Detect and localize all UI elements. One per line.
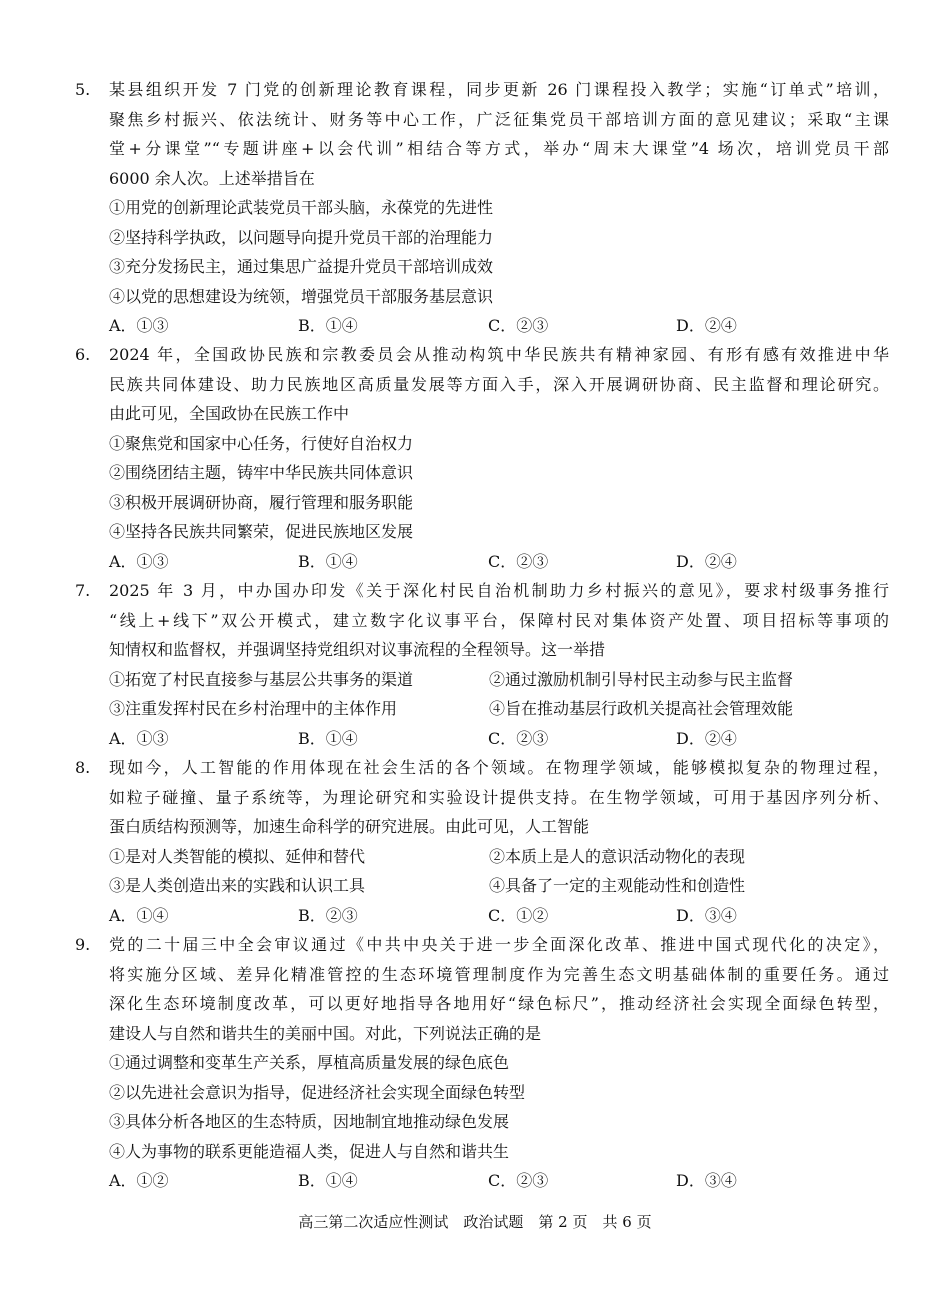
stem-line: 堂+分课堂”“专题讲座+以会代训”相结合等方式，举办“周末大课堂”4 场次，培训党员干部 xyxy=(109,139,889,158)
question-number: 8. xyxy=(75,758,91,777)
question-stem xyxy=(109,753,889,842)
choice-c: C．②③ xyxy=(488,551,549,571)
option-statement: ①聚焦党和国家中心任务，行使好自治权力 xyxy=(109,433,414,453)
choice-a: A．①③ xyxy=(109,316,169,335)
page-footer: 高三第二次适应性测试 政治试题 第 2 页 共 6 页 xyxy=(298,1213,652,1231)
stem-line: 蛋白质结构预测等，加速生命科学的研究进展。由此可见，人工智能 xyxy=(109,817,590,836)
choice-b: B．①④ xyxy=(298,1171,358,1190)
choice-d: D．②④ xyxy=(676,728,737,748)
option-statement: ③是人类创造出来的实践和认识工具 xyxy=(109,876,366,895)
option-row xyxy=(109,694,889,724)
option-row xyxy=(109,842,889,872)
stem-line: 2024 年，全国政协民族和宗教委员会从推动构筑中华民族共有精神家园、有形有感有效推进中华 xyxy=(109,345,889,364)
choice-b: B．①④ xyxy=(298,728,358,748)
answer-choices xyxy=(109,547,889,577)
option-statement: ④以党的思想建设为统领，增强党员干部服务基层意识 xyxy=(109,286,494,306)
stem-line: 聚焦乡村振兴、依法统计、财务等中心工作，广泛征集党员干部培训方面的意见建议；采取“主课 xyxy=(109,109,889,129)
question-number: 5. xyxy=(75,80,91,99)
stem-line: 深化生态环境制度改革，可以更好地指导各地用好“绿色标尺”，推动经济社会实现全面绿色转型， xyxy=(109,994,889,1013)
stem-line: 知情权和监督权，并强调坚持党组织对议事流程的全程领导。这一举措 xyxy=(109,640,606,659)
question-number: 6. xyxy=(75,345,91,364)
stem-line: “线上+线下”双公开模式，建立数字化议事平台，保障村民对集体资产处置、项目招标等事项的 xyxy=(109,610,889,630)
choice-a: A．①③ xyxy=(109,728,169,748)
option-statement: ③注重发挥村民在乡村治理中的主体作用 xyxy=(109,699,398,718)
question-number: 9. xyxy=(75,935,91,954)
choice-d: D．②④ xyxy=(676,551,737,571)
option-statement: ①用党的创新理论武装党员干部头脑，永葆党的先进性 xyxy=(109,198,494,217)
answer-choices xyxy=(109,901,889,931)
choice-c: C．②③ xyxy=(488,1171,549,1190)
option-statement: ③具体分析各地区的生态特质，因地制宜地推动绿色发展 xyxy=(109,1112,510,1131)
option-statement: ②以先进社会意识为指导，促进经济社会实现全面绿色转型 xyxy=(109,1082,526,1102)
option-row xyxy=(109,871,889,901)
choice-a: A．①③ xyxy=(109,551,169,571)
stem-line: 由此可见，全国政协在民族工作中 xyxy=(109,404,350,423)
option-statement: ③积极开展调研协商，履行管理和服务职能 xyxy=(109,492,414,512)
option-statement: ②坚持科学执政，以问题导向提升党员干部的治理能力 xyxy=(109,227,494,247)
stem-line: 如粒子碰撞、量子系统等，为理论研究和实验设计提供支持。在生物学领域，可用于基因序列分析、 xyxy=(109,787,889,807)
choice-d: D．③④ xyxy=(676,905,737,925)
choice-c: C．②③ xyxy=(488,728,549,748)
answer-choices xyxy=(109,1166,889,1196)
option-statement: ④人为事物的联系更能造福人类，促进人与自然和谐共生 xyxy=(109,1141,510,1161)
question-stem xyxy=(109,75,889,193)
option-statement: ④旨在推动基层行政机关提高社会管理效能 xyxy=(489,699,794,718)
question-stem xyxy=(109,930,889,1048)
question-stem xyxy=(109,340,889,429)
stem-line: 某县组织开发 7 门党的创新理论教育课程，同步更新 26 门课程投入教学；实施“订单式”培训， xyxy=(109,80,889,99)
option-statement: ②通过激励机制引导村民主动参与民主监督 xyxy=(489,669,794,689)
stem-line: 6000 余人次。上述举措旨在 xyxy=(109,168,315,188)
option-statement: ④具备了一定的主观能动性和创造性 xyxy=(489,876,746,895)
question-number: 7. xyxy=(75,581,91,600)
choice-b: B．①④ xyxy=(298,316,358,335)
choice-b: B．①④ xyxy=(298,551,358,571)
option-statement: ②本质上是人的意识活动物化的表现 xyxy=(489,846,746,866)
stem-line: 民族共同体建设、助力民族地区高质量发展等方面入手，深入开展调研协商、民主监督和理论研究。 xyxy=(109,374,889,394)
stem-line: 将实施分区域、差异化精准管控的生态环境管理制度作为完善生态文明基础体制的重要任务。通过 xyxy=(109,964,889,984)
choice-d: D．③④ xyxy=(676,1171,737,1190)
answer-choices xyxy=(109,724,889,754)
choice-d: D．②④ xyxy=(676,316,737,335)
option-statement: ①拓宽了村民直接参与基层公共事务的渠道 xyxy=(109,669,414,689)
choice-a: A．①④ xyxy=(109,905,169,925)
option-statement: ②围绕团结主题，铸牢中华民族共同体意识 xyxy=(109,463,414,482)
question-stem xyxy=(109,576,889,665)
stem-line: 现如今，人工智能的作用体现在社会生活的各个领域。在物理学领域，能够模拟复杂的物理过程， xyxy=(109,758,889,777)
option-statement: ④坚持各民族共同繁荣，促进民族地区发展 xyxy=(109,522,414,541)
option-row xyxy=(109,665,889,695)
option-statement: ③充分发扬民主，通过集思广益提升党员干部培训成效 xyxy=(109,257,494,276)
option-statement: ①是对人类智能的模拟、延伸和替代 xyxy=(109,846,366,866)
option-statement: ①通过调整和变革生产关系，厚植高质量发展的绿色底色 xyxy=(109,1053,510,1072)
choice-a: A．①② xyxy=(109,1171,169,1190)
choice-c: C．①② xyxy=(488,905,549,925)
stem-line: 党的二十届三中全会审议通过《中共中央关于进一步全面深化改革、推进中国式现代化的决定》， xyxy=(109,935,889,954)
stem-line: 2025 年 3 月，中办国办印发《关于深化村民自治机制助力乡村振兴的意见》，要求村级事务推行 xyxy=(109,581,889,600)
stem-line: 建设人与自然和谐共生的美丽中国。对此，下列说法正确的是 xyxy=(109,1023,542,1043)
choice-b: B．②③ xyxy=(298,905,358,925)
answer-choices xyxy=(109,311,889,341)
choice-c: C．②③ xyxy=(488,316,549,335)
